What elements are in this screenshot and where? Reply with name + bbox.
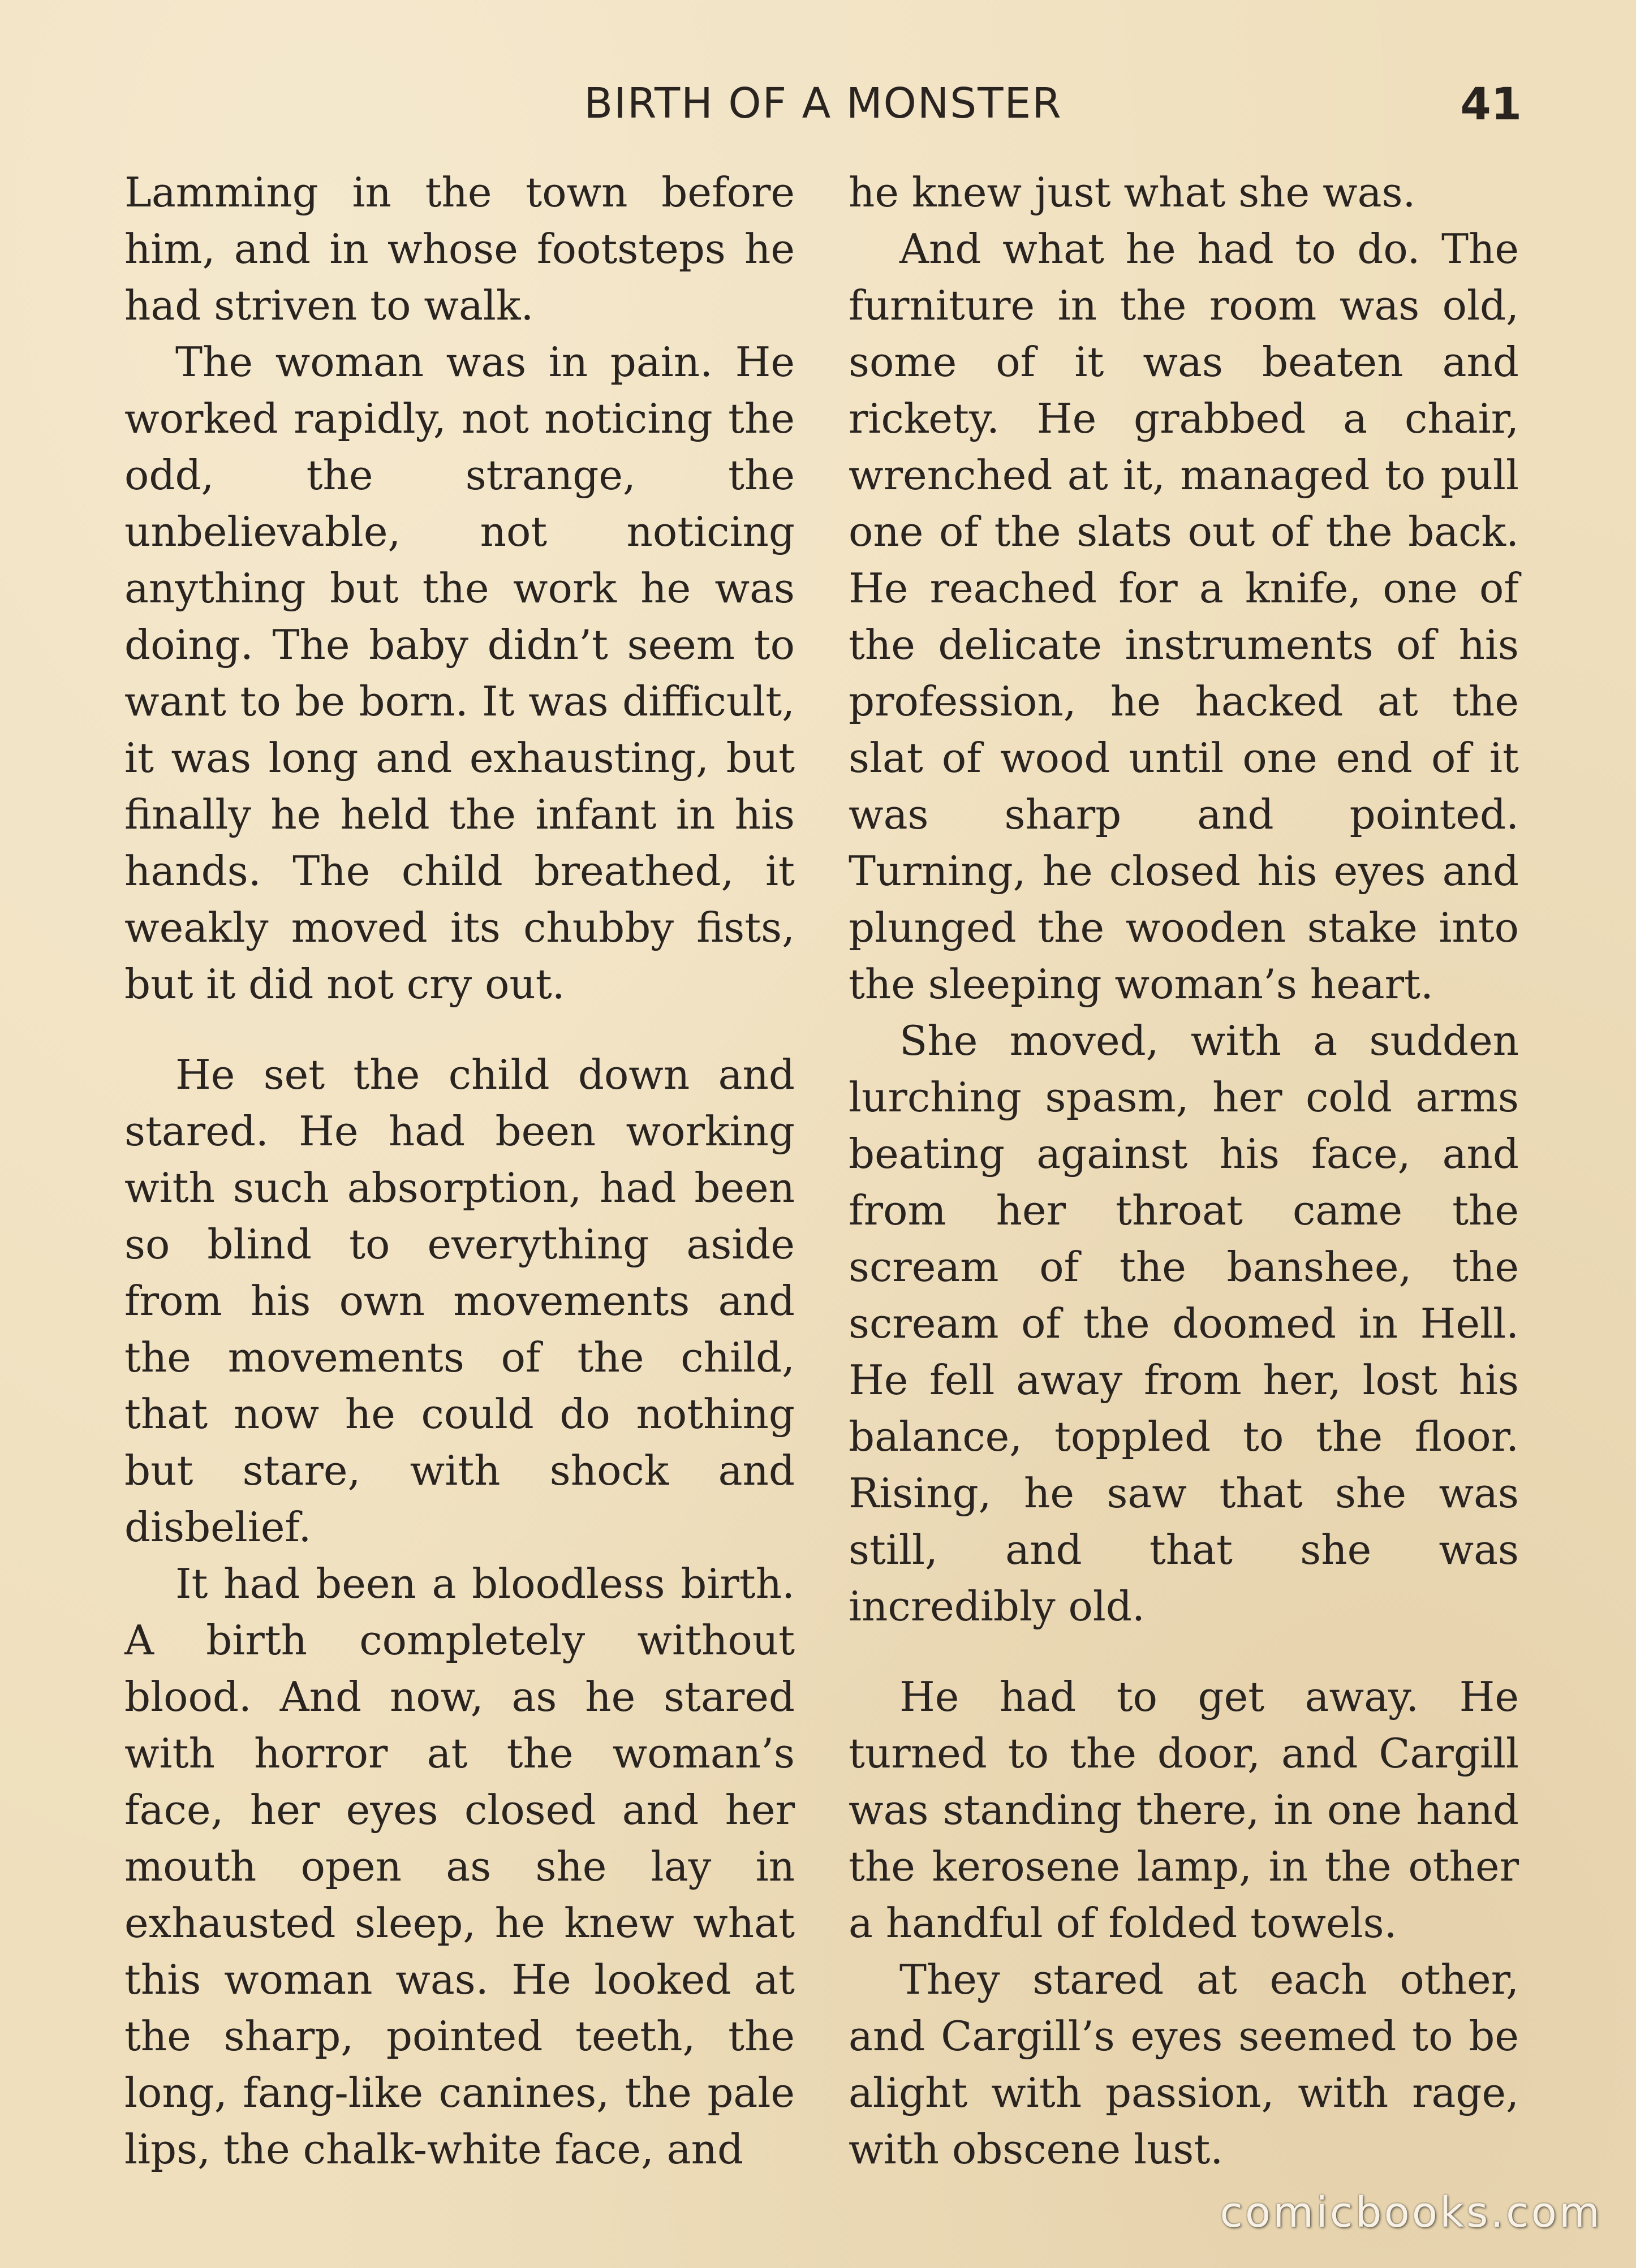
- watermark: comicbooks.com: [1220, 2188, 1602, 2237]
- paragraph: he knew just what she was.: [849, 169, 1416, 216]
- paragraph: She moved, with a sudden lurching spasm, her cold arms beating against his face, and from her throat came the scream of the banshee, the scream of the doomed in Hell. He fell away from her, lost his balance, toppled to the floor. Rising, he saw that she was still, and that she was incredibly old.: [849, 1017, 1519, 1630]
- paragraph: They stared at each other, and Cargill’s eyes seemed to be alight with passion, with rage, with obscene lust.: [849, 1956, 1519, 2173]
- paragraph: He had to get away. He turned to the door, and Cargill was standing there, in one hand the kerosene lamp, in the other a handful of folded towels.: [849, 1673, 1519, 1947]
- left-text-column: [124, 164, 795, 2178]
- paragraph: And what he had to do. The furniture in the room was old, some of it was beaten and rickety. He grabbed a chair, wrenched at it, managed to pull one of the slats out of the back. He reached for a knife, one of the delicate instruments of his profession, he hacked at the slat of wood until one end of it was sharp and pointed. Turning, he closed his eyes and plunged the wooden stake into the sleeping woman’s heart.: [849, 225, 1519, 1008]
- paragraph: He set the child down and stared. He had been working with such absorption, had been so blind to everything aside from his own movements and the movements of the child, that now he could do nothing but stare, with shock and disbelief.: [124, 1051, 795, 1551]
- paragraph: It had been a bloodless birth. A birth completely without blood. And now, as he stared with horror at the woman’s face, her eyes closed and her mouth open as she lay in exhausted sleep, he knew what this woman was. He looked at the sharp, pointed teeth, the long, fang-like canines, the pale lips, the chalk-white face, and: [124, 1560, 795, 2173]
- page-header: [124, 79, 1522, 141]
- right-text-column: [849, 164, 1519, 2178]
- running-title: BIRTH OF A MONSTER: [584, 79, 1062, 128]
- page-number: 41: [1460, 79, 1522, 130]
- paragraph: The woman was in pain. He worked rapidly, not noticing the odd, the strange, the unbelievable, not noticing anything but the work he was doing. The baby didn’t seem to want to be born. It was difficult, it was long and exhausting, but finally he held the infant in his hands. The child breathed, it weakly moved its chubby fists, but it did not cry out.: [124, 338, 795, 1008]
- paragraph: Lamming in the town before him, and in whose footsteps he had striven to walk.: [124, 169, 795, 329]
